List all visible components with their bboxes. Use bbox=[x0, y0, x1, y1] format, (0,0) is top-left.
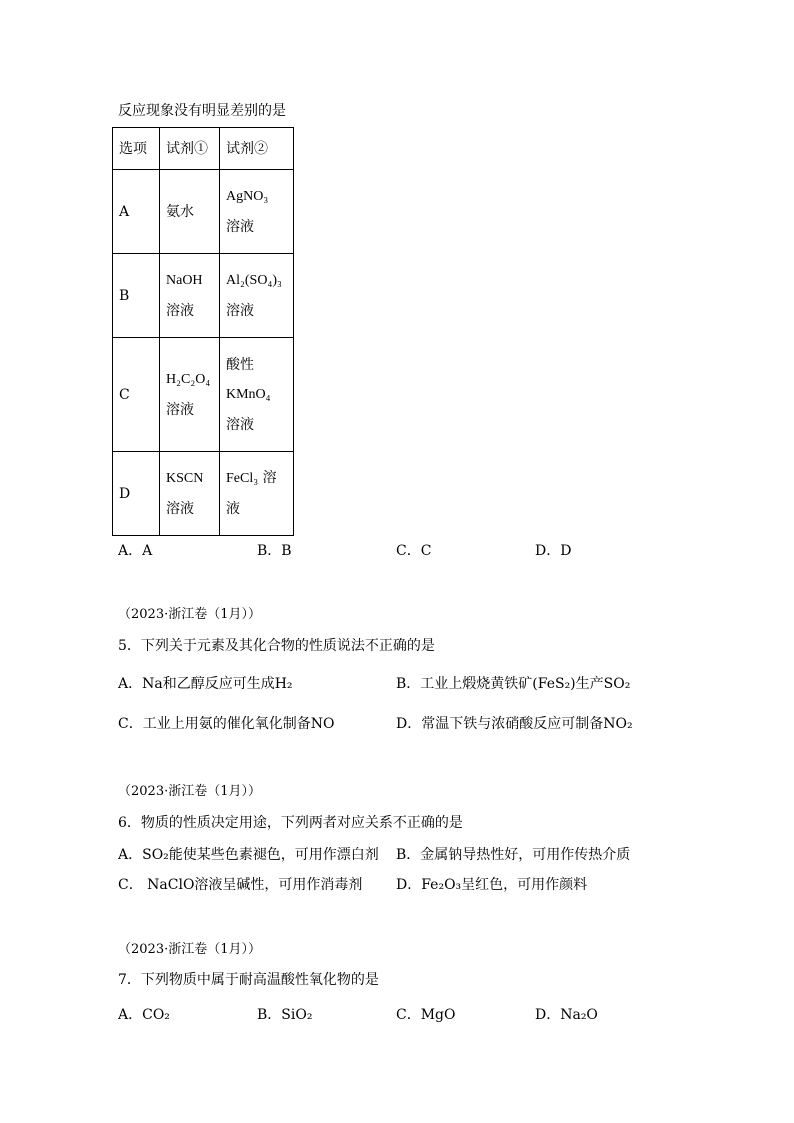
q4-choice-b: B．B bbox=[257, 543, 292, 559]
reagent2-tail: 溶液 bbox=[226, 416, 254, 433]
option-cell: B bbox=[113, 254, 160, 338]
q4-choice-a: A．A bbox=[118, 543, 153, 559]
reagent2-formula: KMnO₄ bbox=[226, 386, 271, 402]
reagent2-tail: 液 bbox=[226, 501, 240, 517]
reagent2-cell bbox=[220, 254, 294, 338]
reagent1-cell: 氨水 bbox=[160, 170, 220, 254]
q4-stem-tail: 反应现象没有明显差别的是 bbox=[118, 103, 286, 119]
reagent2-formula: FeCl₃ bbox=[226, 471, 259, 486]
reagent2-cell bbox=[220, 170, 294, 254]
reagent1-cell bbox=[160, 338, 220, 452]
q4-choice-d: D．D bbox=[535, 543, 572, 559]
table-row bbox=[113, 254, 294, 338]
reagent2-formula: AgNO₃ bbox=[226, 188, 269, 204]
option-cell: C bbox=[113, 338, 160, 452]
q6-stem: 6．物质的性质决定用途，下列两者对应关系不正确的是 bbox=[118, 815, 463, 831]
q7-choice-c: C．MgO bbox=[396, 1007, 456, 1023]
reagent1-cell bbox=[160, 254, 220, 338]
q7-choice-b: B．SiO₂ bbox=[257, 1007, 313, 1023]
q7-choice-d: D．Na₂O bbox=[535, 1007, 598, 1023]
option-cell: A bbox=[113, 170, 160, 254]
reagent1-cell bbox=[160, 452, 220, 536]
header-option: 选项 bbox=[113, 128, 160, 170]
reagent1-formula: KSCN bbox=[166, 470, 204, 486]
q6-source: （2023·浙江卷（1月）） bbox=[118, 784, 261, 799]
q5-choice-c: C．工业上用氨的催化氧化制备NO bbox=[118, 716, 335, 732]
header-reagent2: 试剂② bbox=[220, 128, 294, 170]
q5-source: （2023·浙江卷（1月）） bbox=[118, 607, 261, 622]
reagent1-tail: 溶液 bbox=[166, 302, 194, 319]
table-row bbox=[113, 170, 294, 254]
reagent2-cell bbox=[220, 452, 294, 536]
q7-stem: 7．下列物质中属于耐高温酸性氧化物的是 bbox=[118, 972, 379, 988]
reagent1-formula: NaOH bbox=[166, 272, 203, 288]
table-header-row bbox=[113, 128, 294, 170]
q6-choice-a: A．SO₂能使某些色素褪色，可用作漂白剂 bbox=[118, 847, 379, 863]
q5-stem: 5．下列关于元素及其化合物的性质说法不正确的是 bbox=[118, 638, 435, 654]
q6-choice-d: D．Fe₂O₃呈红色，可用作颜料 bbox=[396, 877, 588, 893]
q6-choice-b: B．金属钠导热性好，可用作传热介质 bbox=[396, 847, 631, 863]
q6-choice-c: C． NaClO溶液呈碱性，可用作消毒剂 bbox=[118, 877, 363, 893]
table-row bbox=[113, 338, 294, 452]
reagent2-tail: 溶液 bbox=[226, 218, 254, 235]
reagent2-tail: 溶液 bbox=[226, 302, 254, 319]
reagent2-mid: 溶 bbox=[262, 470, 277, 486]
option-cell: D bbox=[113, 452, 160, 536]
reagent1-tail: 溶液 bbox=[166, 401, 194, 418]
header-reagent1: 试剂① bbox=[160, 128, 220, 170]
reagent1-tail: 溶液 bbox=[166, 500, 194, 517]
q5-choice-d: D．常温下铁与浓硝酸反应可制备NO₂ bbox=[396, 716, 633, 732]
reagent2-head: 酸性 bbox=[226, 356, 254, 373]
q7-source: （2023·浙江卷（1月）） bbox=[118, 942, 261, 957]
reagent1-formula: H₂C₂O₄ bbox=[166, 371, 211, 387]
reagent2-formula: Al₂(SO₄)₃ bbox=[226, 272, 282, 288]
q5-choice-b: B．工业上煅烧黄铁矿(FeS₂)生产SO₂ bbox=[396, 676, 631, 692]
q5-choice-a: A．Na和乙醇反应可生成H₂ bbox=[118, 676, 293, 692]
q7-choice-a: A．CO₂ bbox=[118, 1007, 170, 1023]
q4-table bbox=[112, 127, 294, 536]
reagent2-cell bbox=[220, 338, 294, 452]
q4-choice-c: C．C bbox=[396, 543, 432, 559]
table-row bbox=[113, 452, 294, 536]
